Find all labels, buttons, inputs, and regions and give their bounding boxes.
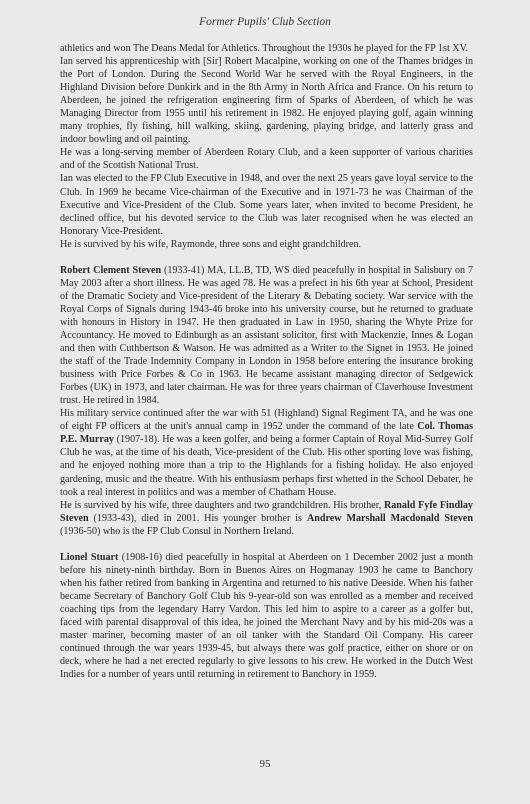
entry-text: (1908-16) died peacefully in hospital at Aberdeen on 1 December 2002 just a month before his ninety-ninth birthday. Born in Buenos Aires on Hogmanay 1903 he came to Banchory when his father retired from banking in Argentina and returned to his native Deeside. When his father became Secretary of Banchory Golf Club his 9-year-old son was enrolled as a member and received coaching tips from the legendary Harry Vardon. This led him to aspire to a career as a golfer but, faced with parental disapproval of this idea, he joined the Merchant Navy and by his mid-20s was a master mariner, becoming master of an oil tanker with the Standard Oil Company. His career continued through the war years 1939-45, but always there was golf practice, either on shore or on deck, where he had a net erected regularly to give lessons to his crew. He worked in the Dutch West Indies for a number of years until returning in retirement to Banchory in 1959. — [60, 551, 473, 681]
person-name: Lionel Stuart — [60, 551, 119, 563]
obituary-text — [60, 42, 473, 681]
paragraph: He was a long-serving member of Aberdeen Rotary Club, and a keen supporter of various charities and of the Scottish National Trust. — [60, 147, 473, 172]
paragraph — [60, 499, 473, 538]
person-name: Col. Thomas P.E. Murray — [60, 421, 474, 446]
page-number: 95 — [259, 758, 271, 770]
person-name: Andrew Marshall Macdonald Steven — [306, 512, 473, 524]
paragraph: Ian was elected to the FP Club Executive in 1948, and over the next 25 years gave loyal service to the Club. In 1969 he became Vice-chairman of the Executive and in 1971-73 he was Chairman of the Executive and Vice-President of the Club. Some years later, when invited to become President, he declined office, but his devoted service to the Club was later recognised when he was elected an Honorary Vice-President. — [60, 173, 473, 237]
person-name: Robert Clement Steven — [60, 264, 162, 276]
paragraph: athletics and won The Deans Medal for Athletics. Throughout the 1930s he played for the FP 1st XV. — [60, 43, 469, 54]
text-run: (1933-43), died in 2001. His younger brother is — [88, 512, 307, 524]
paragraph: He is survived by his wife, Raymonde, three sons and eight grandchildren. — [60, 238, 362, 250]
person-name: Ranald Fyfe Findlay Steven — [60, 499, 473, 524]
running-header: Former Pupils' Club Section — [199, 16, 331, 28]
obituary-entry — [60, 551, 473, 681]
text-run: He is survived by his wife, three daughters and two grandchildren. His brother, — [60, 499, 384, 511]
obituary-entry — [60, 264, 473, 408]
text-run: (1936-50) who is the FP Club Consul in Northern Ireland. — [60, 525, 295, 537]
entry-text: (1933-41) MA, LL.B, TD, WS died peacefully in hospital in Salisbury on 7 May 2003 after a short illness. He was aged 78. He was a prefect in his 6th year at School, President of the Dramatic Society and Vice-president of the Literary & Debating society. War service with the Royal Corps of Signals during 1943-46 broke into his university course, but he returned to graduate with honours in History in 1947. He then graduated in Law in 1950, sharing the Whyte Prize for Accountancy. He moved to Edinburgh as an assistant solicitor, first with Mackenzie, Innes & Logan and then with Cuthbertson & Watson. He was admitted as a Writer to the Signet in 1953. He joined the staff of the Trade Indemnity Company in London in 1958 before entering the insurance broking business with Price Forbes & Co in 1963. He became assistant managing director of Sedgewick Forbes (UK) in 1973, and later chairman. He was for three years chairman of Claverhouse Investment trust. He retired in 1984. — [60, 264, 474, 407]
paragraph — [60, 407, 473, 498]
text-run: (1907-18). He was a keen golfer, and being a former Captain of Royal Mid-Surrey Golf Club he was, at the time of his death, Vice-president of the Club. His other sporting love was fishing, and he enjoyed nothing more than a trip to the Highlands for a fishing holiday. He also enjoyed gardening, music and the theatre. With his enthusiasm perhaps first whetted in the School Debater, he took a real interest in politics and was a member of Chatham House. — [60, 434, 473, 498]
text-run: His military service continued after the war with 51 (Highland) Signal Regiment TA, and he was one of eight FP officers at the unit's annual camp in 1952 under the command of the late — [60, 408, 473, 433]
paragraph: Ian served his apprenticeship with [Sir] Robert Macalpine, working on one of the Thames bridges in the Port of London. During the Second World War he served with the Royal Engineers, in the Highland Division before Dunkirk and in the 8th Army in North Africa and France. On his return to Aberdeen, he joined the refrigeration engineering firm of Sparks of Aberdeen, of which he was Managing Director from 1955 until his retirement in 1982. He enjoyed playing golf, again winning many trophies, fly fishing, hill walking, skiing, gardening, playing bridge, and latterly grass and indoor bowling and oil painting. — [60, 56, 473, 146]
